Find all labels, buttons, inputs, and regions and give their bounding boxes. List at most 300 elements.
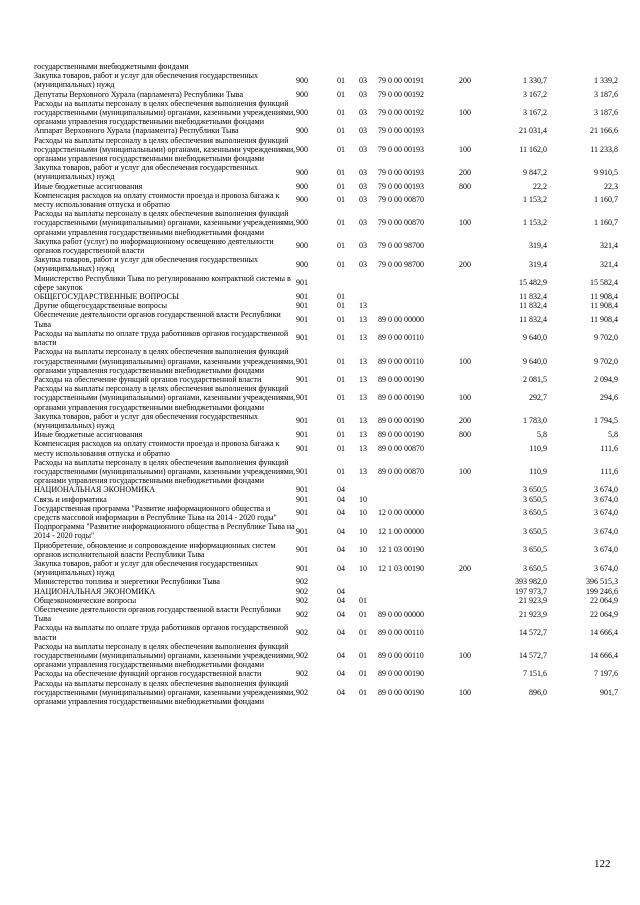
row-name: Расходы на выплаты по оплате труда работников органов государственной власти (34, 623, 289, 642)
table-row (34, 126, 618, 135)
row-amount-year-1: 2 081,5 (523, 374, 547, 384)
row-section-code: 01 (337, 466, 345, 476)
table-row (34, 71, 618, 89)
row-amount-year-2: 14 666,4 (590, 651, 618, 660)
row-target-article: 89 0 00 00190 (378, 416, 424, 426)
row-ministry-code: 900 (296, 195, 308, 205)
row-name: Расходы на выплаты персоналу в целях обеспечения выполнения функций государственными (муниципальными) органами, казенными учреждениями, органами управления государственными внебюджетными фондами (34, 347, 296, 375)
row-ministry-code: 901 (296, 494, 308, 504)
row-name: Компенсация расходов на оплату стоимости проезда и провоза багажа к месту использования отпуска и обратно (34, 190, 280, 210)
row-target-article (374, 495, 450, 504)
table-row (34, 642, 618, 670)
row-ministry-code: 900 (296, 89, 308, 99)
row-expense-type: 100 (459, 218, 471, 228)
row-expense-type (450, 126, 480, 135)
row-name: Обеспечение деятельности органов государственной власти Республики Тыва (34, 310, 281, 329)
row-amount-year-1: 9 847,2 (523, 167, 547, 177)
table-row (34, 439, 618, 457)
row-subsection-code (352, 274, 374, 292)
row-name: Аппарат Верховного Хурала (парламента) Республики Тыва (34, 126, 239, 136)
row-amount-year-2: 2 094,9 (594, 374, 618, 384)
row-name: НАЦИОНАЛЬНАЯ ЭКОНОМИКА (34, 485, 156, 495)
row-amount-year-1: 15 482,9 (519, 278, 547, 288)
table-row (34, 163, 618, 181)
row-subsection-code: 03 (359, 195, 367, 205)
row-amount-year-1: 3 650,5 (523, 494, 547, 504)
row-ministry-code: 901 (296, 292, 308, 302)
row-section-code: 01 (337, 374, 345, 384)
row-expense-type: 100 (459, 466, 471, 476)
row-name: государственными внебюджетными фондами (34, 62, 189, 71)
row-amount-year-1: 896,0 (529, 687, 547, 697)
row-amount-year-2: 3 187,6 (594, 89, 618, 99)
table-row (34, 237, 618, 255)
row-target-article (374, 292, 450, 301)
row-subsection-code: 03 (359, 259, 367, 269)
table-row (34, 541, 618, 559)
table-row (34, 191, 618, 209)
row-target-article: 79 0 00 00870 (378, 195, 424, 205)
row-amount-year-2: 3 674,0 (594, 485, 618, 495)
row-subsection-code: 10 (359, 526, 367, 536)
row-name: Государственная программа "Развитие информационного общества и средств массовой информации в Республике Тыва на 2014 - 2020 годы" (34, 503, 277, 522)
row-subsection-code: 03 (359, 144, 367, 154)
row-target-article: 89 0 00 00000 (378, 609, 424, 619)
table-row (34, 596, 618, 605)
row-target-article (374, 485, 450, 494)
table-row (34, 679, 618, 707)
row-expense-type (450, 522, 480, 540)
row-subsection-code (352, 587, 374, 596)
row-section-code: 04 (337, 609, 345, 619)
row-expense-type: 100 (459, 651, 471, 660)
row-subsection-code: 01 (359, 627, 367, 637)
row-ministry-code: 900 (296, 75, 308, 85)
row-expense-type (450, 310, 480, 328)
budget-table (34, 62, 618, 706)
row-name: Иные бюджетные ассигнования (34, 430, 143, 440)
row-name: Расходы на выплаты по оплате труда работников органов государственной власти (34, 328, 289, 348)
row-expense-type (450, 504, 480, 522)
row-ministry-code: 902 (296, 627, 308, 637)
row-subsection-code: 03 (359, 75, 367, 85)
row-target-article: 79 0 00 00191 (378, 75, 424, 85)
row-amount-year-1: 110,9 (529, 443, 547, 453)
row-name: Расходы на обеспечение функций органов государственной власти (34, 374, 262, 384)
row-amount-year-2: 11 908,4 (590, 292, 618, 302)
row-ministry-code: 901 (296, 508, 308, 518)
row-amount-year-2: 111,6 (600, 466, 618, 476)
row-subsection-code: 03 (359, 108, 367, 118)
row-section-code: 01 (337, 241, 345, 251)
row-target-article: 79 0 00 00193 (378, 181, 424, 191)
row-amount-year-2: 22 064,9 (590, 595, 618, 605)
row-subsection-code: 01 (359, 609, 367, 619)
row-target-article: 79 0 00 98700 (378, 259, 424, 269)
row-expense-type: 100 (459, 144, 471, 154)
table-row (34, 292, 618, 301)
row-expense-type (450, 587, 480, 596)
table-row (34, 99, 618, 127)
row-expense-type (450, 90, 480, 99)
row-name: Расходы на выплаты персоналу в целях обеспечения выполнения функций государственными (муниципальными) органами, казенными учреждениями, органами управления государственными внебюджетными фондами (34, 98, 296, 127)
row-target-article: 89 0 00 00870 (378, 466, 424, 476)
row-expense-type: 200 (459, 259, 471, 269)
table-row (34, 209, 618, 237)
row-section-code (330, 62, 352, 71)
row-ministry-code: 901 (296, 443, 308, 453)
row-amount-year-2: 3 674,0 (594, 526, 618, 536)
row-name: Расходы на выплаты персоналу в целях обеспечения выполнения функций государственными (муниципальными) органами, казенными учреждениями, органами управления государственными внебюджетными фондами (34, 678, 296, 707)
row-amount-year-2: 1 160,7 (594, 195, 618, 205)
row-ministry-code: 900 (296, 108, 308, 118)
row-section-code: 01 (337, 416, 345, 426)
table-row (34, 301, 618, 310)
row-subsection-code: 10 (359, 545, 367, 555)
row-amount-year-1: 7 151,6 (523, 669, 547, 679)
row-amount-year-2: 3 674,0 (594, 508, 618, 518)
row-subsection-code: 03 (359, 126, 367, 136)
row-amount-year-1: 11 832,4 (519, 315, 547, 325)
row-target-article (374, 577, 450, 586)
row-amount-year-1: 3 650,5 (523, 563, 547, 573)
row-subsection-code: 13 (359, 374, 367, 384)
table-row (34, 347, 618, 375)
row-section-code (330, 274, 352, 292)
row-name: Приобретение, обновление и сопровождение информационных систем органов исполнительной власти Республики Тыва (34, 540, 276, 559)
row-ministry-code: 901 (296, 278, 308, 288)
row-target-article: 79 0 00 00192 (378, 108, 424, 118)
row-amount-year-2: 321,4 (600, 259, 618, 269)
row-section-code: 01 (337, 301, 345, 311)
row-ministry-code: 901 (296, 430, 308, 440)
row-expense-type (450, 577, 480, 586)
row-amount-year-2: 11 233,8 (590, 144, 618, 154)
row-subsection-code: 01 (359, 651, 367, 660)
budget-table-body (34, 62, 618, 706)
row-name: Министерство топлива и энергетики Республики Тыва (34, 577, 220, 587)
row-amount-year-1: 1 153,2 (523, 195, 547, 205)
row-ministry-code: 901 (296, 333, 308, 343)
row-target-article: 89 0 00 00110 (378, 333, 424, 343)
row-ministry-code: 902 (296, 669, 308, 679)
row-amount-year-2: 3 187,6 (594, 108, 618, 118)
row-amount-year-1: 1 330,7 (523, 75, 547, 85)
row-amount-year-2: 1 794,5 (594, 416, 618, 426)
row-section-code: 01 (337, 430, 345, 440)
row-expense-type: 100 (459, 108, 471, 118)
row-name: Закупка товаров, работ и услуг для обеспечения государственных (муниципальных) нужд (34, 163, 259, 182)
row-amount-year-2: 9 910,5 (594, 167, 618, 177)
row-expense-type (450, 301, 480, 310)
row-expense-type: 200 (459, 563, 471, 573)
row-amount-year-1: 11 162,0 (519, 144, 547, 154)
table-row (34, 485, 618, 494)
row-subsection-code: 03 (359, 89, 367, 99)
row-section-code: 04 (337, 563, 345, 573)
row-expense-type (450, 596, 480, 605)
row-target-article: 79 0 00 00870 (378, 218, 424, 228)
row-amount-year-2: 901,7 (600, 687, 618, 697)
row-amount-year-2: 22 064,9 (590, 609, 618, 619)
row-target-article: 89 0 00 00190 (378, 669, 424, 679)
row-name: Расходы на выплаты персоналу в целях обеспечения выполнения функций государственными (муниципальными) органами, казенными учреждениями, органами управления государственными внебюджетными фондами (34, 135, 296, 164)
row-subsection-code: 13 (359, 333, 367, 343)
row-expense-type (450, 495, 480, 504)
row-ministry-code: 901 (296, 356, 308, 366)
row-target-article: 79 0 00 00193 (378, 126, 424, 136)
row-name: Компенсация расходов на оплату стоимости проезда и провоза багажа к месту использования отпуска и обратно (34, 439, 280, 458)
row-expense-type (450, 439, 480, 457)
row-amount-year-2: 294,6 (600, 393, 618, 403)
row-ministry-code: 901 (296, 374, 308, 384)
row-section-code: 01 (337, 259, 345, 269)
row-amount-year-2: 1 160,7 (594, 218, 618, 228)
row-target-article (374, 596, 450, 605)
row-amount-year-1: 9 640,0 (523, 333, 547, 343)
row-target-article: 89 0 00 00190 (378, 393, 424, 403)
row-name: Обеспечение деятельности органов государственной власти Республики Тыва (34, 604, 281, 624)
row-amount-year-1: 1 783,0 (523, 416, 547, 426)
row-target-article (374, 62, 450, 71)
table-row (34, 90, 618, 99)
row-amount-year-1: 3 650,5 (523, 485, 547, 495)
row-section-code: 01 (337, 315, 345, 325)
row-amount-year-2: 199 246,6 (586, 586, 618, 596)
table-row (34, 495, 618, 504)
row-amount-year-1: 393 982,0 (515, 577, 547, 587)
row-amount-year-1: 21 923,9 (519, 595, 547, 605)
row-subsection-code: 13 (359, 430, 367, 440)
row-expense-type (450, 329, 480, 347)
row-section-code: 01 (337, 333, 345, 343)
row-amount-year-1: 319,4 (529, 241, 547, 251)
row-subsection-code: 13 (359, 466, 367, 476)
row-target-article (374, 301, 450, 310)
row-subsection-code (352, 577, 374, 586)
row-ministry-code: 902 (296, 609, 308, 619)
row-section-code: 01 (337, 108, 345, 118)
row-name: Закупка товаров, работ и услуг для обеспечения государственных (муниципальных) нужд (34, 411, 259, 430)
row-expense-type (450, 274, 480, 292)
row-name: Закупка работ (услуг) по информационному освещению деятельности органов государственной власти (34, 236, 274, 256)
row-ministry-code (296, 62, 330, 71)
row-expense-type: 800 (459, 430, 471, 440)
row-section-code: 04 (337, 651, 345, 660)
row-ministry-code: 900 (296, 126, 308, 136)
row-target-article: 89 0 00 00110 (378, 651, 424, 660)
row-name: Депутаты Верховного Хурала (парламента) Республики Тыва (34, 89, 244, 99)
table-row (34, 605, 618, 623)
row-section-code: 04 (337, 526, 345, 536)
row-target-article: 79 0 00 00193 (378, 167, 424, 177)
row-subsection-code: 13 (359, 315, 367, 325)
row-subsection-code: 01 (359, 669, 367, 679)
row-expense-type (450, 375, 480, 384)
table-row (34, 577, 618, 586)
row-target-article: 89 0 00 00190 (378, 430, 424, 440)
row-name: Связь и информатика (34, 494, 107, 504)
table-row (34, 384, 618, 412)
row-ministry-code: 902 (296, 586, 308, 596)
row-section-code: 01 (337, 181, 345, 191)
row-ministry-code: 900 (296, 241, 308, 251)
row-amount-year-1: 197 973,7 (515, 586, 547, 596)
table-row (34, 559, 618, 577)
row-amount-year-1: 319,4 (529, 259, 547, 269)
row-ministry-code: 902 (296, 595, 308, 605)
row-section-code: 04 (337, 508, 345, 518)
row-name: Подпрограмма "Развитие информационного общества в Республике Тыва на 2014 - 2020 годы" (34, 522, 295, 541)
row-section-code: 04 (337, 485, 345, 495)
row-ministry-code: 900 (296, 259, 308, 269)
row-ministry-code: 901 (296, 393, 308, 403)
row-amount-year-2: 11 908,4 (590, 315, 618, 325)
table-row (34, 669, 618, 678)
row-target-article (374, 587, 450, 596)
row-amount-year-2: 7 197,6 (594, 669, 618, 679)
row-amount-year-1: 3 167,2 (523, 89, 547, 99)
row-expense-type: 200 (459, 167, 471, 177)
row-subsection-code: 03 (359, 218, 367, 228)
row-target-article: 12 1 03 00190 (378, 563, 424, 573)
row-name: Общеэкономические вопросы (34, 595, 137, 605)
row-target-article: 89 0 00 00870 (378, 443, 424, 453)
row-expense-type: 200 (459, 416, 471, 426)
table-row (34, 310, 618, 328)
row-amount-year-2: 5,8 (608, 430, 618, 440)
row-subsection-code (352, 485, 374, 494)
row-amount-year-2: 15 582,4 (590, 278, 618, 288)
row-expense-type (450, 669, 480, 678)
row-ministry-code: 901 (296, 526, 308, 536)
table-row (34, 255, 618, 273)
table-row (34, 182, 618, 191)
row-section-code: 01 (337, 75, 345, 85)
row-name: Расходы на выплаты персоналу в целях обеспечения выполнения функций государственными (муниципальными) органами, казенными учреждениями, органами управления государственными внебюджетными фондами (34, 641, 296, 670)
row-amount-year-1: 21 923,9 (519, 609, 547, 619)
table-row (34, 458, 618, 486)
row-amount-year-2: 3 674,0 (594, 545, 618, 555)
row-section-code (330, 577, 352, 586)
row-section-code: 01 (337, 126, 345, 136)
row-amount-year-1: 21 031,4 (519, 126, 547, 136)
row-amount-year-2: 396 515,3 (586, 577, 618, 587)
row-section-code: 04 (337, 494, 345, 504)
table-row (34, 504, 618, 522)
row-name: Министерство Республики Тыва по регулированию контрактной системы в сфере закупок (34, 273, 291, 292)
row-subsection-code: 13 (359, 301, 367, 311)
table-row (34, 375, 618, 384)
row-expense-type (450, 623, 480, 641)
row-expense-type (450, 237, 480, 255)
row-subsection-code: 01 (359, 687, 367, 697)
row-ministry-code: 900 (296, 167, 308, 177)
row-expense-type (450, 605, 480, 623)
row-target-article: 89 0 00 00000 (378, 315, 424, 325)
row-amount-year-2: 11 908,4 (590, 301, 618, 311)
row-expense-type (450, 541, 480, 559)
row-subsection-code (352, 62, 374, 71)
table-row (34, 623, 618, 641)
row-expense-type (450, 191, 480, 209)
row-ministry-code: 900 (296, 218, 308, 228)
row-amount-year-2: 14 666,4 (590, 627, 618, 637)
row-section-code: 01 (337, 144, 345, 154)
table-row (34, 587, 618, 596)
row-amount-year-2: 21 166,6 (590, 126, 618, 136)
row-ministry-code: 901 (296, 563, 308, 573)
row-amount-year-2: 321,4 (600, 241, 618, 251)
row-name: Закупка товаров, работ и услуг для обеспечения государственных (муниципальных) нужд (34, 558, 259, 578)
row-amount-year-1: 9 640,0 (523, 356, 547, 366)
row-amount-year-1: 3 650,5 (523, 545, 547, 555)
row-target-article: 12 1 03 00190 (378, 545, 424, 555)
row-name: Расходы на выплаты персоналу в целях обеспечения выполнения функций государственными (муниципальными) органами, казенными учреждениями, органами управления государственными внебюджетными фондами (34, 457, 296, 486)
row-subsection-code: 10 (359, 508, 367, 518)
row-name: Иные бюджетные ассигнования (34, 181, 143, 191)
row-name: Расходы на выплаты персоналу в целях обеспечения выполнения функций государственными (муниципальными) органами, казенными учреждениями, органами управления государственными внебюджетными фондами (34, 384, 296, 412)
table-row (34, 62, 618, 71)
row-amount-year-1: 22,2 (533, 181, 547, 191)
row-target-article: 79 0 00 00193 (378, 144, 424, 154)
row-subsection-code: 03 (359, 241, 367, 251)
row-target-article: 89 0 00 00110 (378, 356, 424, 366)
row-section-code: 04 (337, 627, 345, 637)
row-section-code: 04 (337, 669, 345, 679)
row-expense-type: 200 (459, 75, 471, 85)
row-ministry-code: 902 (296, 577, 308, 587)
table-row (34, 329, 618, 347)
table-row (34, 522, 618, 540)
row-name: Расходы на обеспечение функций органов государственной власти (34, 669, 262, 679)
row-subsection-code: 03 (359, 181, 367, 191)
row-section-code: 04 (337, 687, 345, 697)
row-section-code: 01 (337, 167, 345, 177)
row-section-code: 04 (337, 545, 345, 555)
row-expense-type: 800 (459, 181, 471, 191)
row-subsection-code (352, 292, 374, 301)
row-name: Другие общегосударственные вопросы (34, 301, 168, 311)
row-expense-type (450, 62, 480, 71)
row-amount-year-2: 3 674,0 (594, 563, 618, 573)
row-subsection-code: 03 (359, 167, 367, 177)
row-ministry-code: 900 (296, 181, 308, 191)
row-amount-year-2: 111,6 (600, 443, 618, 453)
row-expense-type (450, 485, 480, 494)
row-target-article: 12 0 00 00000 (378, 508, 424, 518)
table-row (34, 412, 618, 430)
row-name: Расходы на выплаты персоналу в целях обеспечения выполнения функций государственными (муниципальными) органами, казенными учреждениями, органами управления государственными внебюджетными фондами (34, 209, 296, 237)
row-subsection-code: 01 (359, 595, 367, 605)
row-amount-year-1: 110,9 (529, 466, 547, 476)
row-amount-year-2: 1 339,2 (594, 75, 618, 85)
row-amount-year-1: 3 650,5 (523, 508, 547, 518)
page-number: 122 (594, 858, 611, 870)
row-amount-year-1: 11 832,4 (519, 292, 547, 302)
row-section-code: 01 (337, 443, 345, 453)
row-ministry-code: 902 (296, 687, 308, 697)
row-section-code: 01 (337, 393, 345, 403)
row-ministry-code: 901 (296, 545, 308, 555)
row-target-article (374, 274, 450, 292)
row-amount-year-1: 1 153,2 (523, 218, 547, 228)
row-ministry-code: 901 (296, 315, 308, 325)
budget-table-page (34, 62, 618, 706)
row-amount-year-1: 11 832,4 (519, 301, 547, 311)
row-name: ОБЩЕГОСУДАРСТВЕННЫЕ ВОПРОСЫ (34, 292, 179, 302)
row-amount-year-2: 9 702,0 (594, 333, 618, 343)
